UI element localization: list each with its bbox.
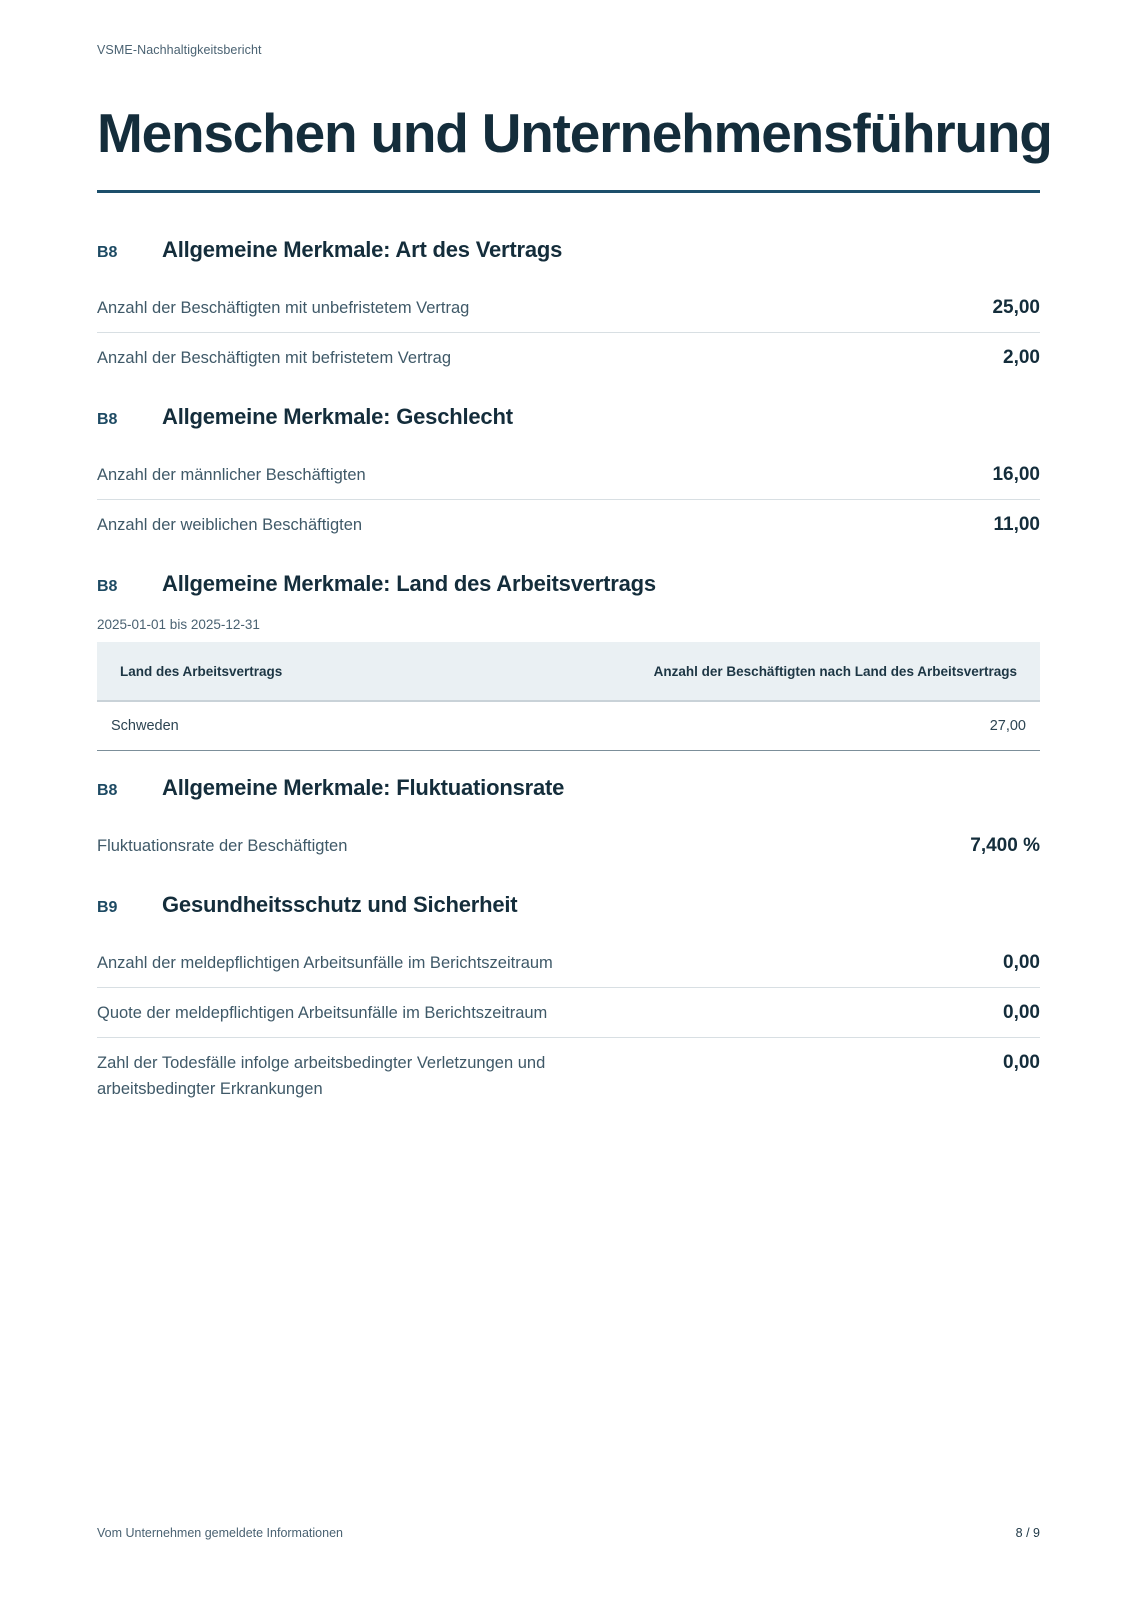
reporting-period: 2025-01-01 bis 2025-12-31: [97, 617, 260, 632]
metric-row: [97, 821, 1040, 870]
page-title: Menschen und Unternehmensführung: [97, 102, 1052, 164]
section-health-safety: [97, 892, 1040, 1113]
country-table: [97, 642, 1040, 751]
table-header-row: [97, 642, 1040, 701]
metric-value: 11,00: [993, 514, 1040, 535]
metric-row: [97, 988, 1040, 1038]
metric-list: [97, 938, 1040, 1113]
cell-employees: 27,00: [415, 701, 1040, 751]
section-heading: [97, 571, 1040, 603]
metric-value: 25,00: [992, 297, 1040, 318]
metric-value: 7,400 %: [970, 835, 1040, 856]
section-heading: [97, 404, 1040, 436]
page-number: 8 / 9: [1015, 1526, 1040, 1540]
section-title: Allgemeine Merkmale: Geschlecht: [162, 404, 513, 429]
metric-value: 0,00: [1003, 1052, 1040, 1073]
metric-value: 0,00: [1003, 1002, 1040, 1023]
table-row: [97, 701, 1040, 751]
metric-row: [97, 333, 1040, 382]
metric-label: Fluktuationsrate der Beschäftigten: [97, 837, 348, 855]
metric-value: 16,00: [992, 464, 1040, 485]
section-heading: [97, 775, 1040, 807]
footer-note: Vom Unternehmen gemeldete Informationen: [97, 1526, 343, 1540]
column-header-country: Land des Arbeitsvertrags: [97, 642, 415, 701]
metric-row: [97, 1038, 1040, 1113]
cell-country: Schweden: [97, 701, 415, 751]
section-heading: [97, 892, 1040, 924]
metric-label: Anzahl der meldepflichtigen Arbeitsunfälle im Berichtszeitraum: [97, 954, 553, 972]
metric-label: Anzahl der Beschäftigten mit unbefristetem Vertrag: [97, 299, 470, 317]
report-content: [97, 237, 1040, 1113]
section-title: Allgemeine Merkmale: Land des Arbeitsvertrags: [162, 571, 656, 596]
section-contract-country: [97, 571, 1040, 751]
metric-label: Anzahl der Beschäftigten mit befristetem Vertrag: [97, 349, 452, 367]
metric-label: Quote der meldepflichtigen Arbeitsunfälle im Berichtszeitraum: [97, 1004, 548, 1022]
metric-label: Zahl der Todesfälle infolge arbeitsbedingter Verletzungen und arbeitsbedingter Erkrankungen: [97, 1054, 546, 1098]
section-code: B9: [97, 899, 118, 916]
column-header-employees: Anzahl der Beschäftigten nach Land des Arbeitsvertrags: [415, 642, 1040, 701]
metric-value: 2,00: [1003, 347, 1040, 368]
section-code: B8: [97, 411, 118, 428]
section-code: B8: [97, 578, 118, 595]
section-heading: [97, 237, 1040, 269]
section-turnover-rate: [97, 775, 1040, 870]
metric-label: Anzahl der weiblichen Beschäftigten: [97, 516, 363, 534]
metric-label: Anzahl der männlicher Beschäftigten: [97, 466, 366, 484]
metric-row: [97, 450, 1040, 500]
metric-list: [97, 821, 1040, 870]
metric-row: [97, 283, 1040, 333]
metric-row: [97, 500, 1040, 549]
section-title: Allgemeine Merkmale: Fluktuationsrate: [162, 775, 565, 800]
section-code: B8: [97, 782, 118, 799]
metric-value: 0,00: [1003, 952, 1040, 973]
section-title: Gesundheitsschutz und Sicherheit: [162, 892, 518, 917]
metric-list: [97, 283, 1040, 382]
section-contract-type: [97, 237, 1040, 382]
running-header: VSME-Nachhaltigkeitsbericht: [97, 43, 262, 57]
metric-row: [97, 938, 1040, 988]
section-code: B8: [97, 244, 118, 261]
section-title: Allgemeine Merkmale: Art des Vertrags: [162, 237, 563, 262]
metric-list: [97, 450, 1040, 549]
title-divider: [97, 190, 1040, 193]
section-gender: [97, 404, 1040, 549]
